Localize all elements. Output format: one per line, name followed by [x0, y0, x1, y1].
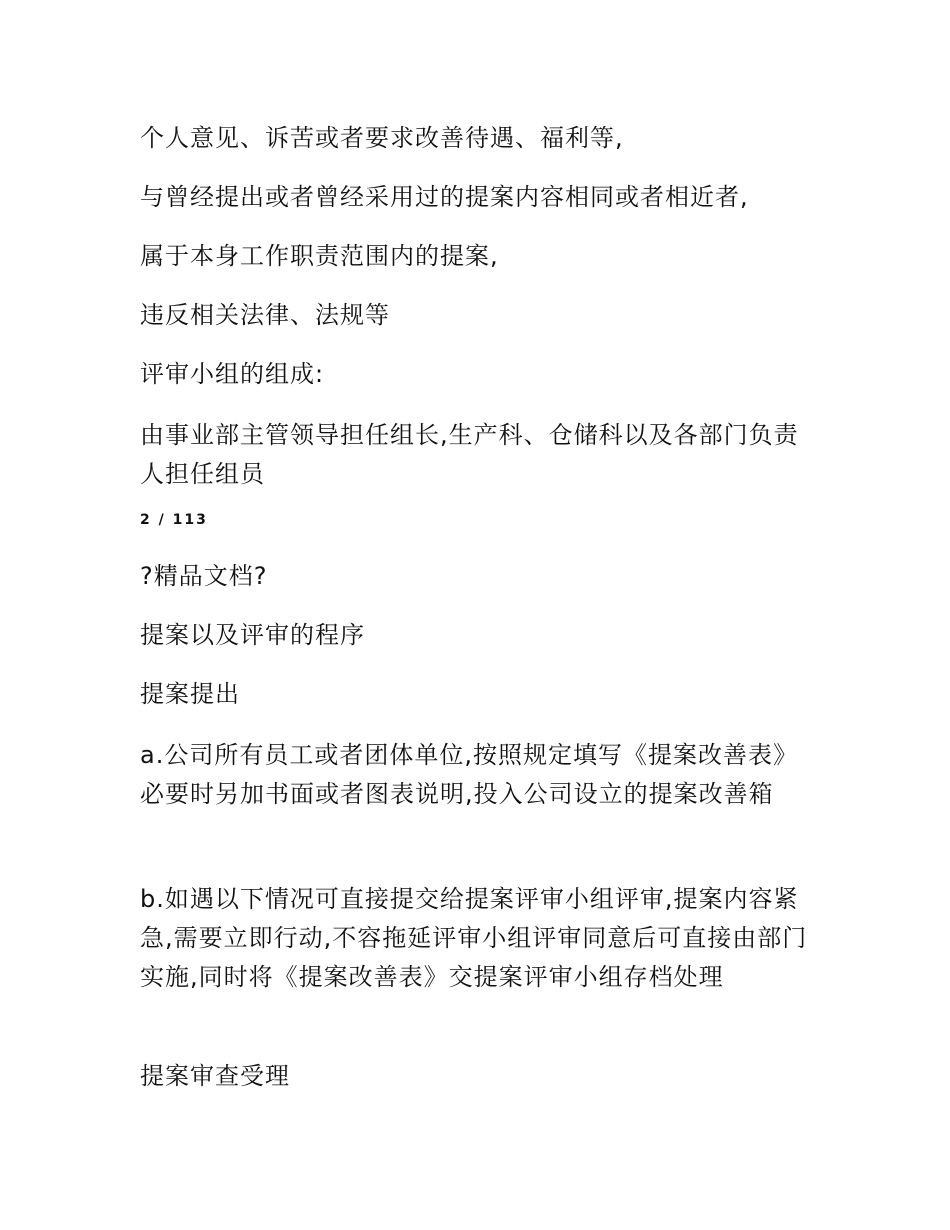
paragraph-item-b: b.如遇以下情况可直接提交给提案评审小组评审,提案内容紧急,需要立即行动,不容拖延评审小组评审同意后可直接由部门实施,同时将《提案改善表》交提案评审小组存档处理	[140, 885, 808, 991]
heading-review-acceptance: 提案审查受理	[140, 1062, 290, 1090]
paragraph-own-duties: 属于本身工作职责范围内的提案,	[140, 242, 499, 270]
paragraph-item-a: a.公司所有员工或者团体单位,按照规定填写《提案改善表》必要时另加书面或者图表说明,投入公司设立的提案改善箱	[140, 741, 798, 808]
heading-procedure: 提案以及评审的程序	[140, 621, 365, 649]
page-number: 2 / 113	[140, 512, 208, 528]
heading-proposal-submit: 提案提出	[140, 680, 240, 708]
paragraph-complaints: 个人意见、诉苦或者要求改善待遇、福利等,	[140, 124, 624, 152]
paragraph-group-members: 由事业部主管领导担任组长,生产科、仓储科以及各部门负责人担任组员	[140, 421, 799, 488]
paragraph-law-violation: 违反相关法律、法规等	[140, 301, 390, 329]
document-header: ?精品文档?	[140, 562, 268, 590]
paragraph-duplicate-proposals: 与曾经提出或者曾经采用过的提案内容相同或者相近者,	[140, 183, 749, 211]
heading-review-group: 评审小组的组成:	[140, 360, 325, 388]
